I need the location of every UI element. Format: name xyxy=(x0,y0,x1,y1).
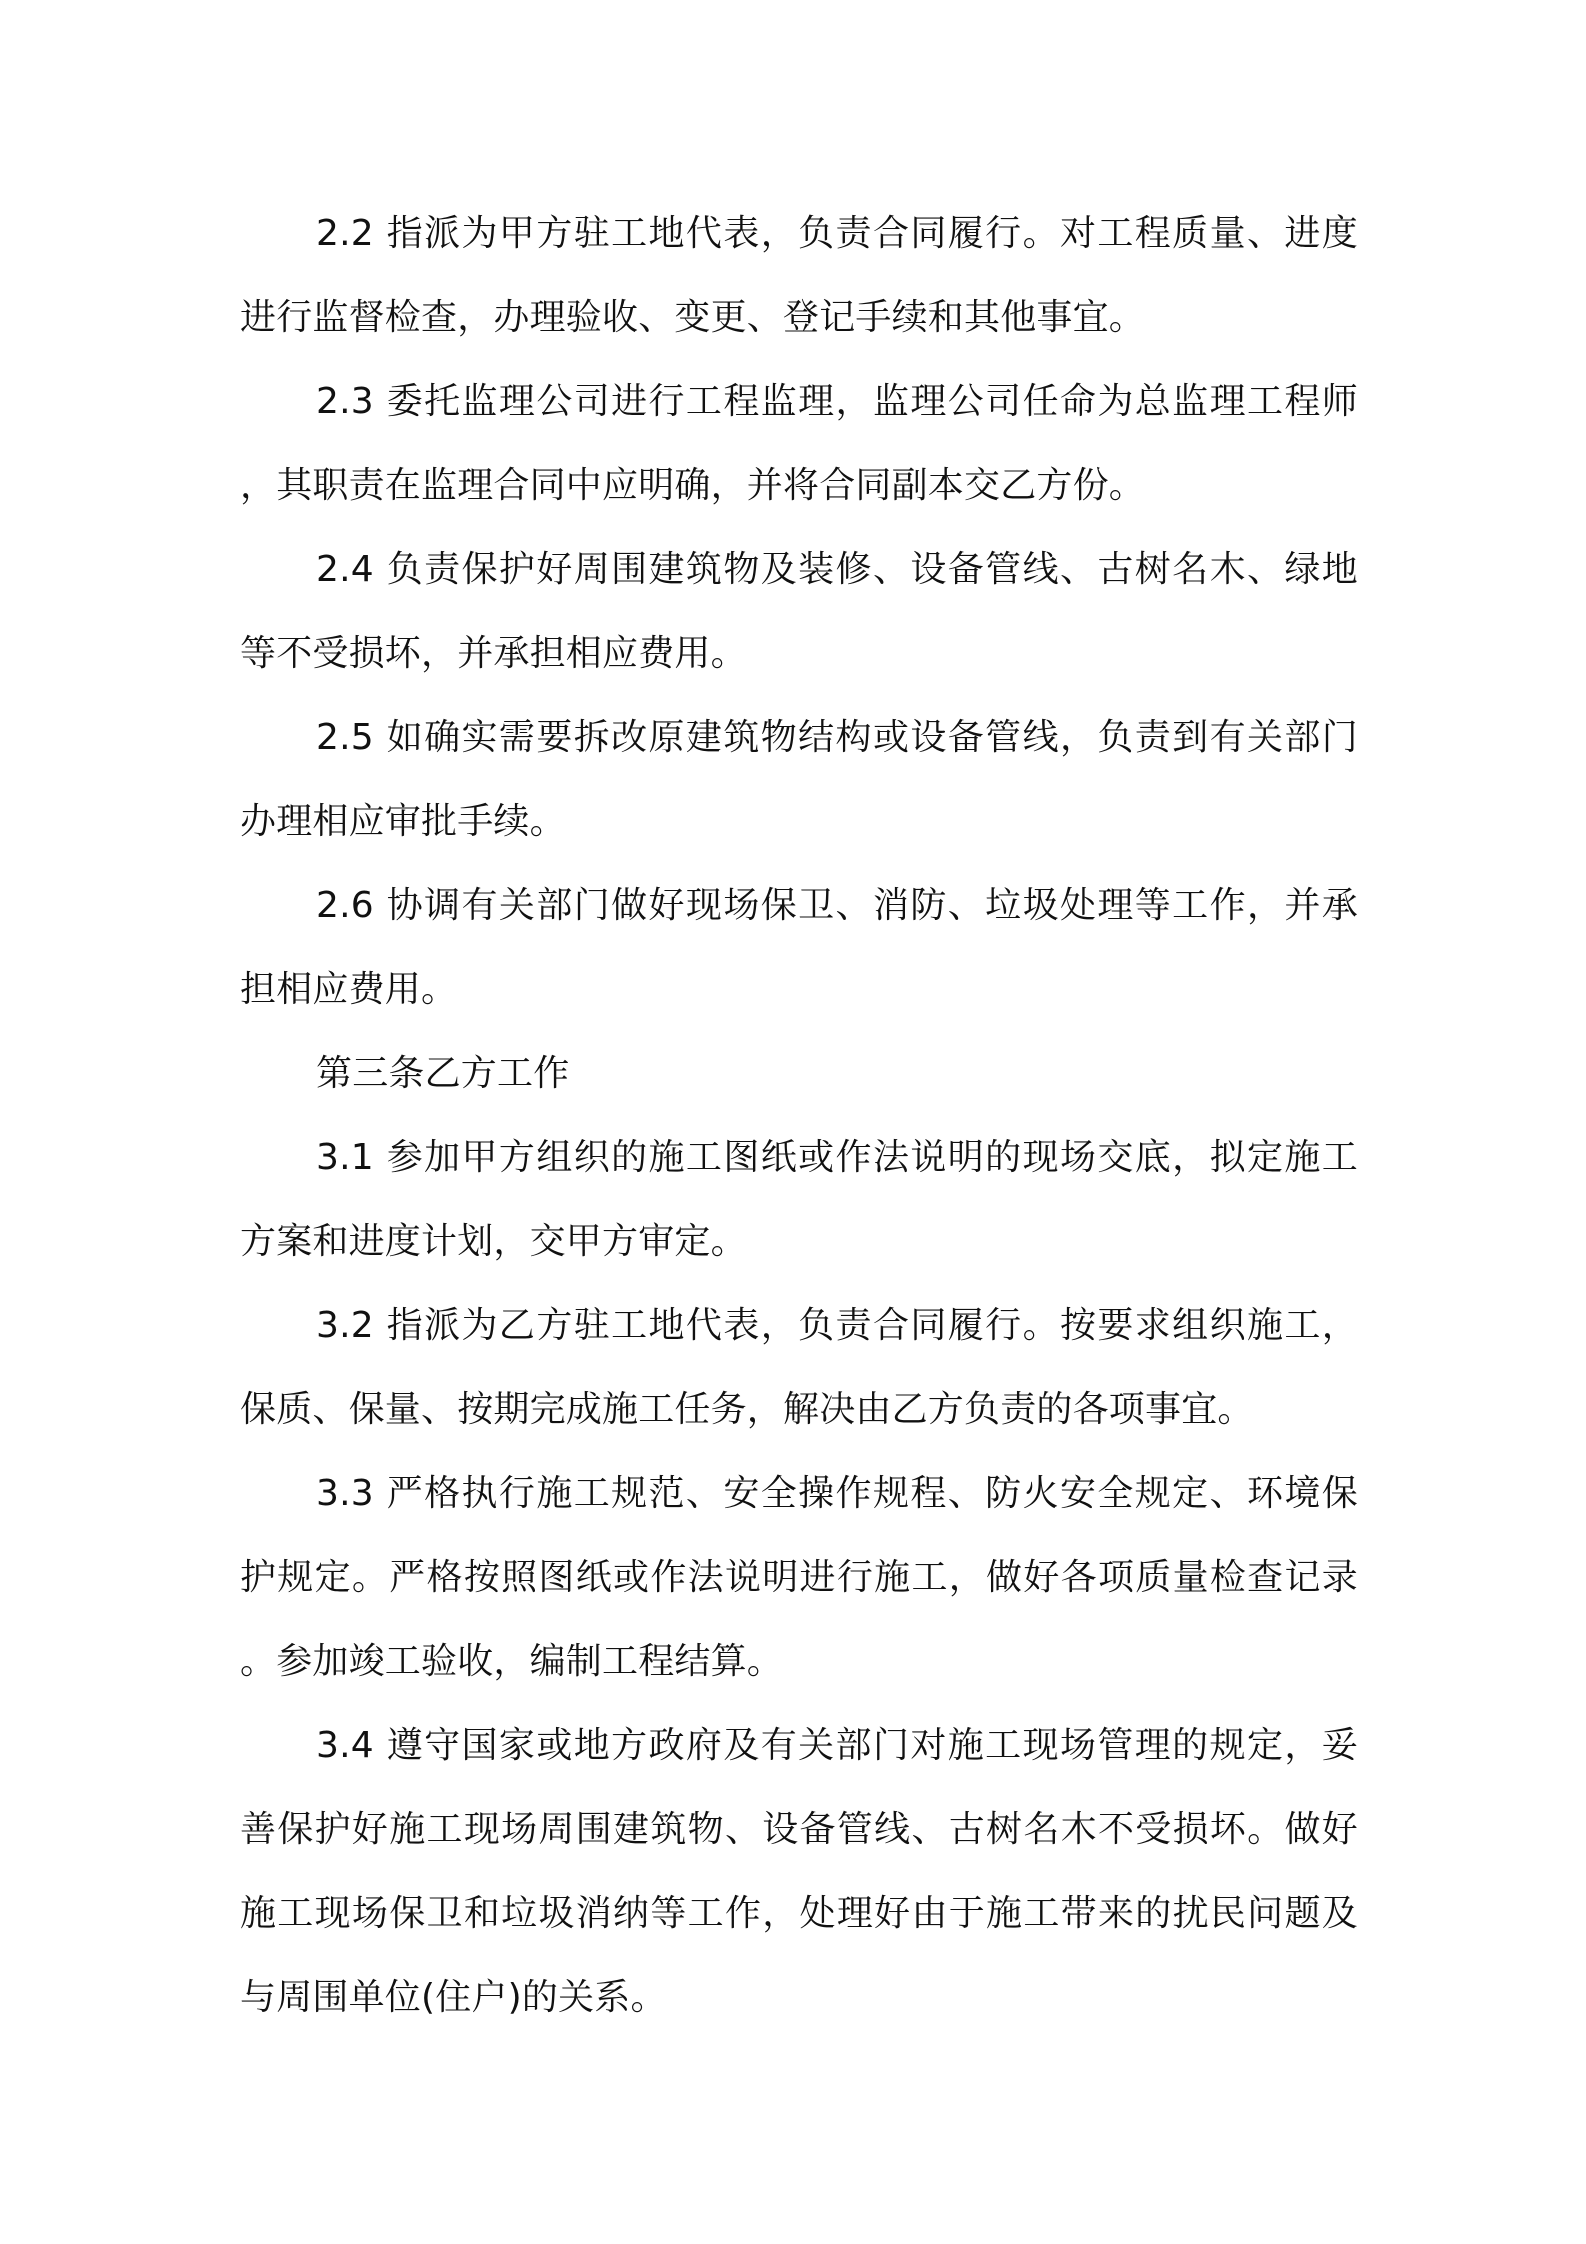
section-heading-article-3: 第三条乙方工作 xyxy=(316,1053,570,1094)
document-body xyxy=(240,192,1358,2040)
clause-3-1: 3.1 参加甲方组织的施工图纸或作法说明的现场交底，拟定施工方案和进度计划，交甲方审定。 xyxy=(240,1137,1358,1262)
clause-2-5: 2.5 如确实需要拆改原建筑物结构或设备管线，负责到有关部门办理相应审批手续。 xyxy=(240,717,1358,842)
clause-3-3: 3.3 严格执行施工规范、安全操作规程、防火安全规定、环境保护规定。严格按照图纸或作法说明进行施工，做好各项质量检查记录。参加竣工验收，编制工程结算。 xyxy=(240,1473,1358,1682)
clause-3-4: 3.4 遵守国家或地方政府及有关部门对施工现场管理的规定，妥善保护好施工现场周围建筑物、设备管线、古树名木不受损坏。做好施工现场保卫和垃圾消纳等工作，处理好由于施工带来的扰民问题及与周围单位(住户)的关系。 xyxy=(240,1725,1358,2018)
clause-2-4: 2.4 负责保护好周围建筑物及装修、设备管线、古树名木、绿地等不受损坏，并承担相应费用。 xyxy=(240,549,1358,674)
clause-3-2: 3.2 指派为乙方驻工地代表，负责合同履行。按要求组织施工，保质、保量、按期完成施工任务，解决由乙方负责的各项事宜。 xyxy=(240,1305,1358,1430)
clause-2-2: 2.2 指派为甲方驻工地代表，负责合同履行。对工程质量、进度进行监督检查，办理验收、变更、登记手续和其他事宜。 xyxy=(240,213,1358,338)
clause-2-3: 2.3 委托监理公司进行工程监理，监理公司任命为总监理工程师，其职责在监理合同中应明确，并将合同副本交乙方份。 xyxy=(240,381,1358,506)
clause-2-6: 2.6 协调有关部门做好现场保卫、消防、垃圾处理等工作，并承担相应费用。 xyxy=(240,885,1358,1010)
